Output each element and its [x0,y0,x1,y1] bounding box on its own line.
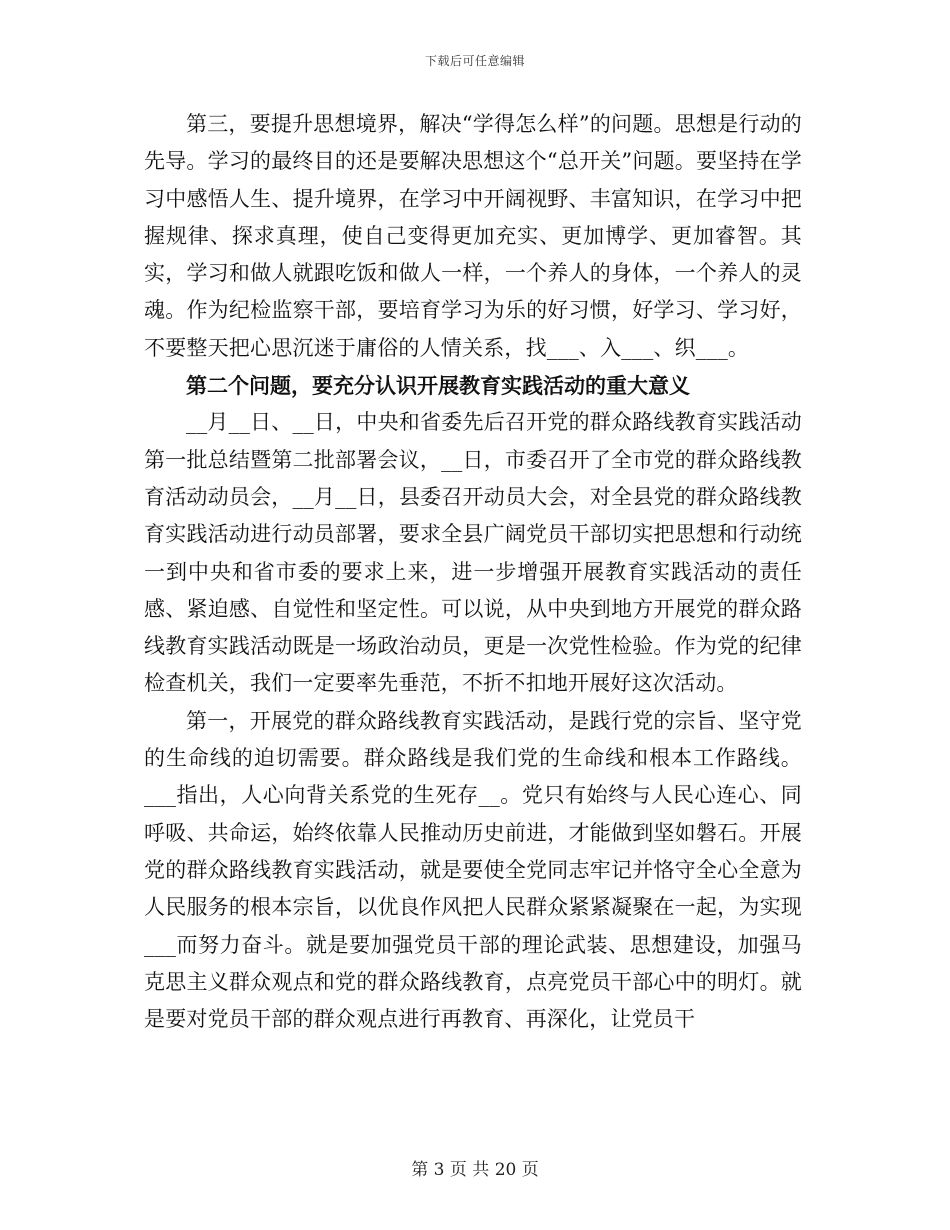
paragraph-1: 第三，要提升思想境界，解决“学得怎么样”的问题。思想是行动的先导。学习的最终目的还是要解决思想这个“总开关”问题。要坚持在学习中感悟人生、提升境界，在学习中开阔视野、丰富知识，在学习中把握规律、探求真理，使自己变得更加充实、更加博学、更加睿智。其实，学习和做人就跟吃饭和做人一样，一个养人的身体，一个养人的灵魂。作为纪检监察干部，要培育学习为乐的好习惯，好学习、学习好，不要整天把心思沉迷于庸俗的人情关系，找___、入___、织___。 [144,112,802,360]
section-heading: 第二个问题，要充分认识开展教育实践活动的重大意义 [186,373,690,399]
paragraph-3: 第一，开展党的群众路线教育实践活动，是践行党的宗旨、坚守党的生命线的迫切需要。群众路线是我们党的生命线和根本工作路线。___指出，人心向背关系党的生死存__。党只有始终与人民心连心、同呼吸、共命运，始终依靠人民推动历史前进，才能做到坚如磐石。开展党的群众路线教育实践活动，就是要使全党同志牢记并恪守全心全意为人民服务的根本宗旨，以优良作风把人民群众紧紧凝聚在一起，为实现___而努力奋斗。就是要加强党员干部的理论武装、思想建设，加强马克思主义群众观点和党的群众路线教育，点亮党员干部心中的明灯。就是要对党员干部的群众观点进行再教育、再深化，让党员干 [144,708,802,1032]
paragraph-2: __月__日、__日，中央和省委先后召开党的群众路线教育实践活动第一批总结暨第二批部署会议，__日，市委召开了全市党的群众路线教育活动动员会，__月__日，县委召开动员大会，对全县党的群众路线教育实践活动进行动员部署，要求全县广阔党员干部切实把思想和行动统一到中央和省市委的要求上来，进一步增强开展教育实践活动的责任感、紧迫感、自觉性和坚定性。可以说，从中央到地方开展党的群众路线教育实践活动既是一场政治动员，更是一次党性检验。作为党的纪律检查机关，我们一定要率先垂范，不折不扣地开展好这次活动。 [144,410,802,696]
page-header: 下载后可任意编辑 [424,54,525,68]
document-body [144,106,802,1038]
page-footer: 第 3 页 共 20 页 [411,1160,539,1180]
